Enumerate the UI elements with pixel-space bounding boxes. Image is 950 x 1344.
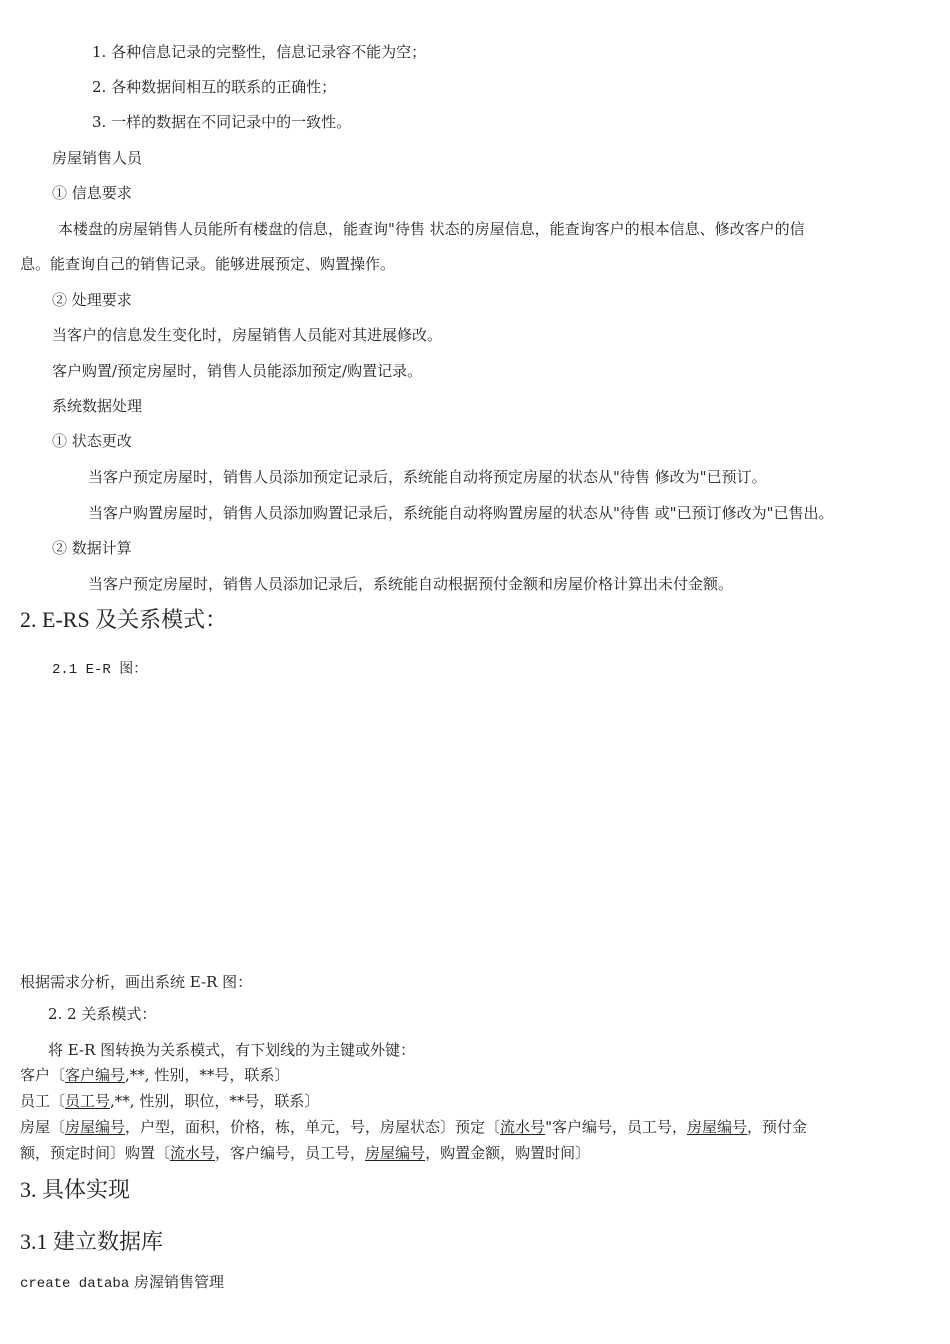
section-2-heading: 2. E-RS 及关系模式：	[20, 607, 228, 632]
info-requirement-paragraph-line2: 息。能查询自己的销售记录。能够进展预定、购置操作。	[20, 255, 396, 273]
processing-requirement-heading: ② 处理要求	[52, 291, 132, 309]
status-change-heading: ① 状态更改	[52, 432, 132, 450]
processing-paragraph-1: 当客户的信息发生变化时，房屋销售人员能对其进展修改。	[52, 326, 443, 344]
sales-staff-title: 房屋销售人员	[52, 149, 143, 167]
processing-paragraph-2: 客户购置/预定房屋时，销售人员能添加预定/购置记录。	[52, 362, 423, 380]
requirement-item-1: 1. 各种信息记录的完整性，信息记录容不能为空；	[92, 43, 427, 61]
relational-schema-subheading: 2. 2 关系模式：	[48, 1005, 157, 1023]
primary-key-customer-id: 客户编号	[65, 1066, 126, 1084]
foreign-key-booking-house-id: 房屋编号	[686, 1118, 747, 1136]
purchase-schema-line2: 额，预定时间〕购置〔流水号，客户编号，员工号，房屋编号，购置金额，购置时间〕	[20, 1144, 591, 1162]
primary-key-purchase-serial: 流水号	[170, 1144, 216, 1162]
primary-key-house-id: 房屋编号	[65, 1118, 126, 1136]
requirement-item-2: 2. 各种数据间相互的联系的正确性；	[92, 78, 337, 96]
status-change-paragraph-1: 当客户预定房屋时，销售人员添加预定记录后，系统能自动将预定房屋的状态从"待售 修改为"已预订。	[88, 468, 767, 486]
relational-schema-intro: 将 E-R 图转换为关系模式，有下划线的为主键或外键：	[48, 1041, 416, 1059]
system-processing-title: 系统数据处理	[52, 397, 143, 415]
primary-key-employee-id: 员工号	[65, 1092, 111, 1110]
create-database-code: create databa 房渥销售管理	[20, 1273, 225, 1292]
data-calculation-heading: ② 数据计算	[52, 539, 132, 557]
info-requirement-paragraph-line1: 本楼盘的房屋销售人员能所有楼盘的信息，能查询"待售 状态的房屋信息，能查询客户的根本信息、修改客户的信	[58, 220, 805, 238]
employee-schema: 员工〔员工号,**, 性别，职位，**号，联系〕	[20, 1092, 320, 1110]
section-3-1-heading: 3.1 建立数据库	[20, 1229, 164, 1254]
requirement-item-3: 3. 一样的数据在不同记录中的一致性。	[92, 113, 352, 131]
primary-key-booking-serial: 流水号	[500, 1118, 546, 1136]
house-booking-schema-line1: 房屋〔房屋编号，户型，面积，价格，栋，单元，号，房屋状态〕预定〔流水号"客户编号，员工号，房屋编号，预付金	[20, 1118, 807, 1136]
status-change-paragraph-2: 当客户购置房屋时，销售人员添加购置记录后，系统能自动将购置房屋的状态从"待售 或"已预订修改为"已售出。	[88, 504, 834, 522]
info-requirement-heading: ① 信息要求	[52, 184, 132, 202]
foreign-key-purchase-house-id: 房屋编号	[365, 1144, 426, 1162]
section-3-heading: 3. 具体实现	[20, 1177, 131, 1202]
er-diagram-subheading: 2.1 E-R 图：	[52, 662, 148, 678]
customer-schema: 客户〔客户编号,**, 性别，**号，联系〕	[20, 1066, 290, 1084]
data-calculation-paragraph: 当客户预定房屋时，销售人员添加记录后，系统能自动根据预付金额和房屋价格计算出未付金额。	[88, 575, 734, 593]
er-diagram-area	[20, 690, 930, 960]
er-diagram-caption: 根据需求分析，画出系统 E-R 图：	[20, 973, 253, 991]
